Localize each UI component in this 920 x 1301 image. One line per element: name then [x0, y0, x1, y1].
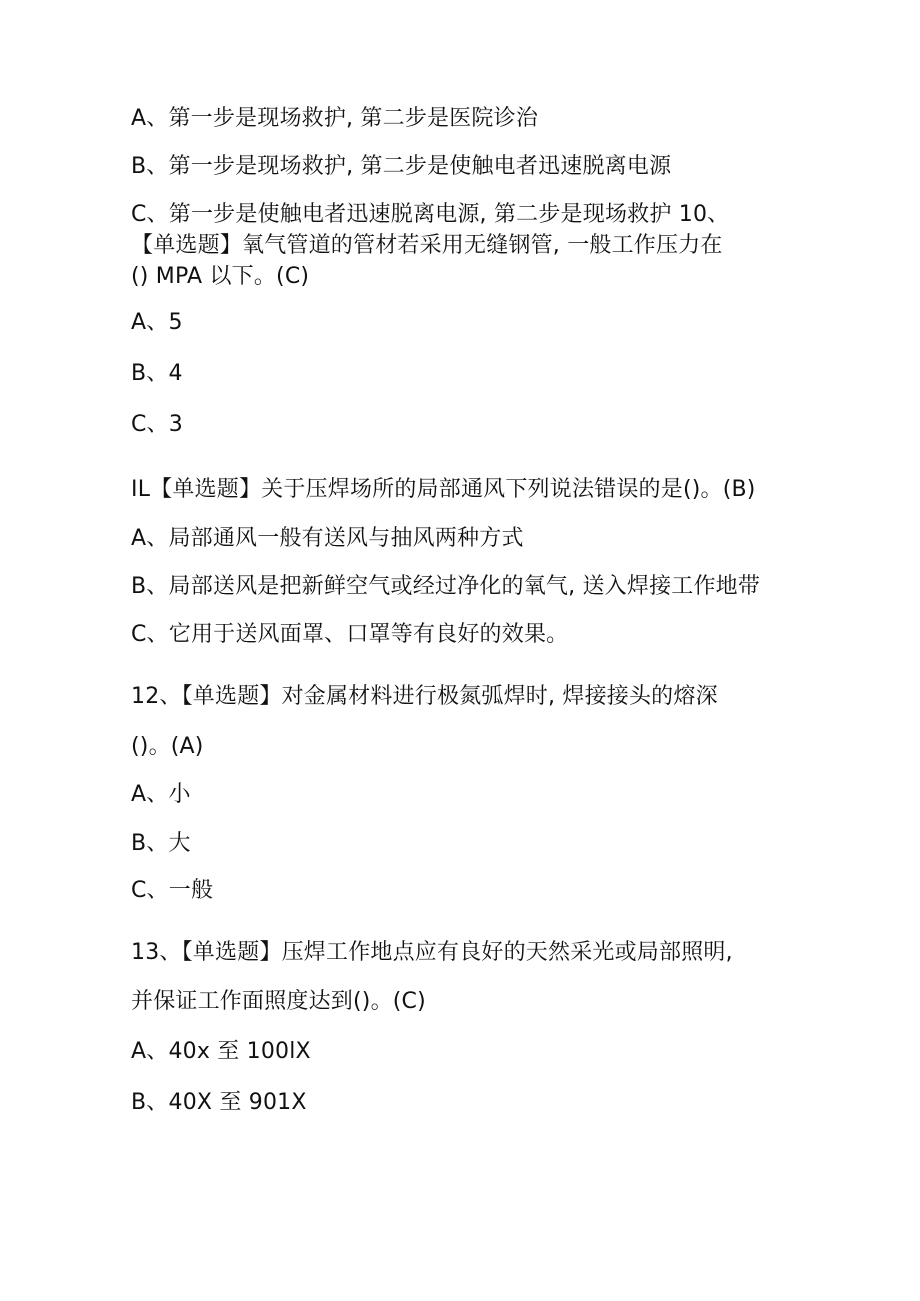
option-a-line: A、第一步是现场救护, 第二步是医院诊治 [131, 106, 539, 131]
option-b-line: B、大 [131, 831, 191, 856]
question-title-line: IL【单选题】关于压焊场所的局部通风下列说法错误的是()。(B) [131, 477, 756, 502]
question-text-line: 【单选题】氧气管道的管材若采用无缝钢管, 一般工作压力在 [131, 233, 723, 258]
option-b-line: B、40X 至 901X [131, 1090, 307, 1115]
option-b-line: B、第一步是现场救护, 第二步是使触电者迅速脱离电源 [131, 154, 672, 179]
option-a-line: A、小 [131, 782, 191, 807]
question-title-line: 12、【单选题】对金属材料进行极氮弧焊时, 焊接接头的熔深 [131, 684, 718, 709]
question-title-line: 13、【单选题】压焊工作地点应有良好的天然采光或局部照明, [131, 940, 733, 965]
option-b-line: B、4 [131, 361, 183, 386]
option-c-line: C、一般 [131, 878, 214, 903]
option-a-line: A、40x 至 100lX [131, 1039, 311, 1064]
question-text-line: () MPA 以下。(C) [131, 264, 310, 289]
option-a-line: A、5 [131, 310, 183, 335]
option-c-line: C、它用于送风面罩、口罩等有良好的效果。 [131, 622, 569, 647]
question-text-line: ()。(A) [131, 734, 204, 759]
option-c-line: C、3 [131, 412, 183, 437]
option-a-line: A、局部通风一般有送风与抽风两种方式 [131, 526, 524, 551]
option-c-line: C、第一步是使触电者迅速脱离电源, 第二步是现场救护 10、 [131, 202, 730, 227]
question-text-line: 并保证工作面照度达到()。(C) [131, 989, 426, 1014]
option-b-line: B、局部送风是把新鲜空气或经过净化的氧气, 送入焊接工作地带 [131, 574, 761, 599]
